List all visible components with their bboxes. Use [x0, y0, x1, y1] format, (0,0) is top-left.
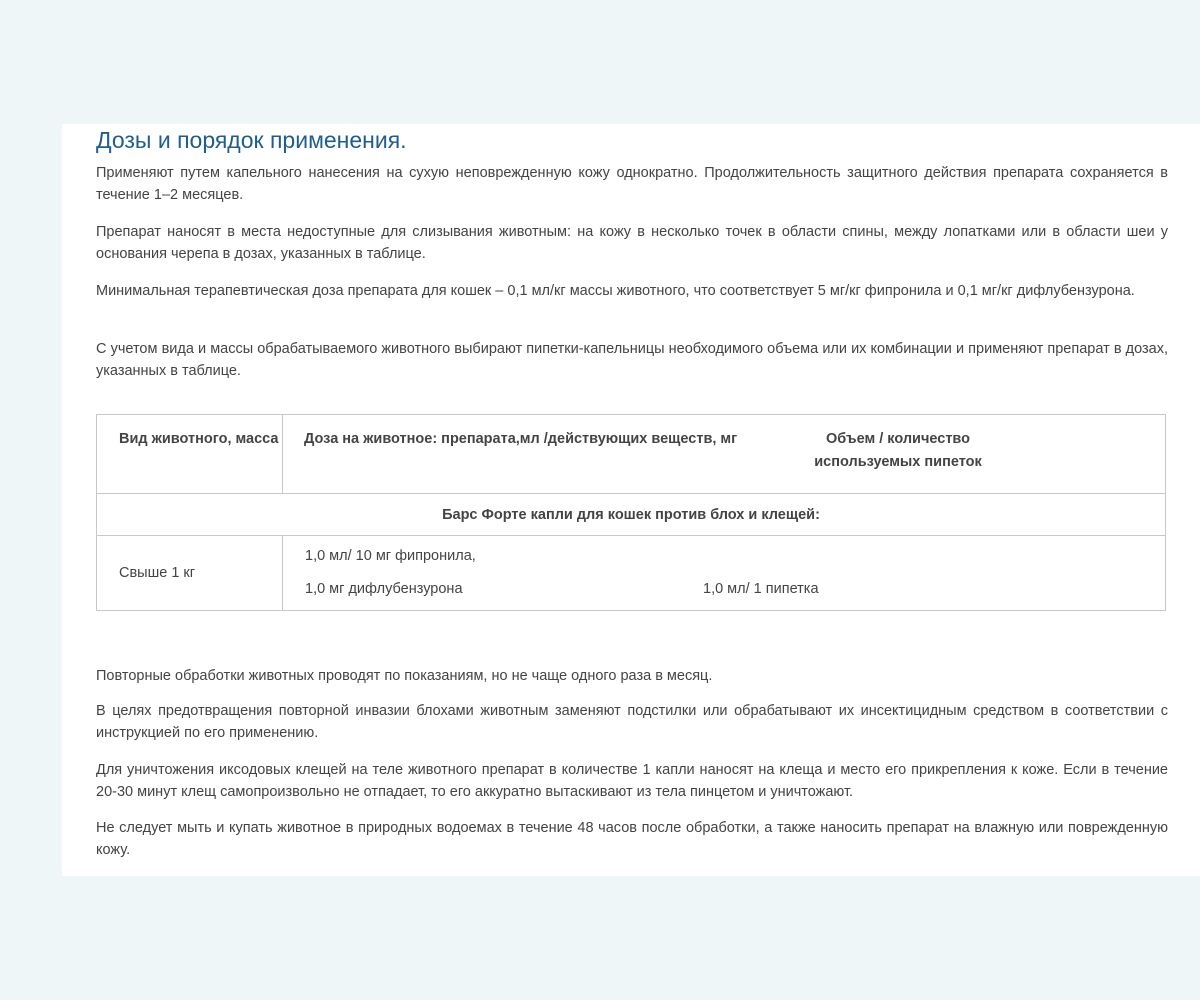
product-title-cell: Барс Форте капли для кошек против блох и клещей:: [97, 494, 1166, 536]
paragraph-application-method: Применяют путем капельного нанесения на сухую неповрежденную кожу однократно. Продолжительность защитного действия препарата сохраняется в течение 1–2 месяцев.: [96, 165, 1168, 203]
paragraph-bathing-warning: Не следует мыть и купать животное в природных водоемах в течение 48 часов после обработки, а также наносить препарат на влажную или поврежденную кожу.: [96, 820, 1168, 858]
row-dose-cell: [283, 536, 1166, 611]
paragraph-application-site: Препарат наносят в места недоступные для слизывания животным: на кожу в несколько точек в области спины, между лопатками или в области шеи у основания черепа в дозах, указанных в таблице.: [96, 224, 1168, 262]
header-pipettes-label: [793, 428, 1003, 474]
paragraph-bedding: В целях предотвращения повторной инвазии блохами животным заменяют подстилки или обрабатывают их инсектицидным средством в соответствии с инструкцией по его применению.: [96, 703, 1168, 741]
content-inner: [96, 124, 1168, 858]
header-dose-label: Доза на животное: препарата,мл /действующих веществ, мг: [304, 431, 738, 447]
paragraph-tick-removal: Для уничтожения иксодовых клещей на теле животного препарат в количестве 1 капли наносят на клеща и место его прикрепления к коже. Если в течение 20-30 минут клещ самопроизвольно не отпадает, то его аккуратно вытаскивают из тела пинцетом и уничтожают.: [96, 762, 1168, 800]
header-pipettes-line1: Объем / количество: [825, 431, 971, 447]
row-dose-line1: 1,0 мл/ 10 мг фипронила,: [305, 548, 476, 564]
table-product-row: [97, 494, 1166, 536]
header-dose-cell: [283, 415, 1166, 494]
row-dose-line2: 1,0 мг дифлубензурона: [305, 581, 463, 597]
row-animal-cell: Свыше 1 кг: [97, 536, 283, 611]
dosage-table: [96, 414, 1166, 611]
paragraph-pipette-selection: С учетом вида и массы обрабатываемого животного выбирают пипетки-капельницы необходимого объема или их комбинации и применяют препарат в дозах, указанных в таблице.: [96, 341, 1168, 379]
content-card: [62, 124, 1200, 876]
header-animal-cell: Вид животного, масса: [97, 415, 283, 494]
table-header-row: [97, 415, 1166, 494]
table-row: [97, 536, 1166, 611]
paragraph-minimal-dose: Минимальная терапевтическая доза препарата для кошек – 0,1 мл/кг массы животного, что соответствует 5 мг/кг фипронила и 0,1 мг/кг дифлубензурона.: [96, 283, 1135, 299]
row-pipettes-value: 1,0 мл/ 1 пипетка: [703, 581, 819, 597]
section-title: Дозы и порядок применения.: [96, 127, 407, 153]
header-pipettes-line2: используемых пипеток: [814, 454, 982, 470]
paragraph-repeat-treatment: Повторные обработки животных проводят по показаниям, но не чаще одного раза в месяц.: [96, 668, 713, 684]
